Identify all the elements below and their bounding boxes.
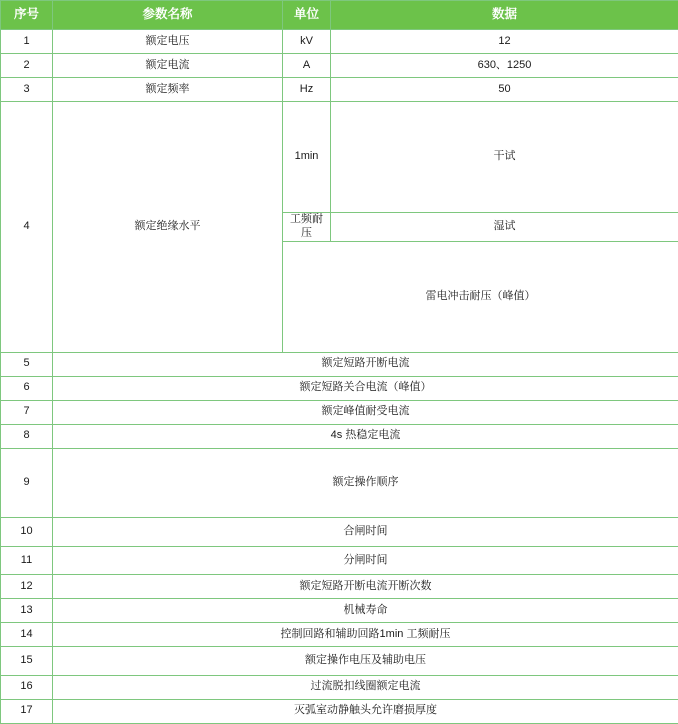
table-row — [1, 424, 678, 448]
insulation-sub-a-3: 雷电冲击耐压（峰值） — [283, 241, 678, 352]
row-name: 过流脱扣线圈额定电流 — [53, 675, 678, 699]
row-unit: A — [283, 54, 331, 78]
row-unit: Hz — [283, 78, 331, 102]
table-row — [1, 623, 678, 647]
insulation-sub-b-1: 干试 — [331, 102, 678, 213]
row-name: 额定短路开断电流 — [53, 352, 678, 376]
row-no: 9 — [1, 448, 53, 518]
table-row-insulation-1 — [1, 102, 678, 213]
row-name: 额定操作顺序 — [53, 448, 678, 518]
row-name: 额定电压 — [53, 30, 283, 54]
table-row — [1, 54, 678, 78]
header-data: 数据 — [331, 1, 678, 30]
insulation-sub-b-2: 湿试 — [331, 213, 678, 242]
row-name: 4s 热稳定电流 — [53, 424, 678, 448]
row-name: 额定频率 — [53, 78, 283, 102]
row-data: 50 — [331, 78, 678, 102]
row-no: 16 — [1, 675, 53, 699]
row-no: 4 — [1, 102, 53, 353]
table-row — [1, 546, 678, 575]
row-no: 8 — [1, 424, 53, 448]
row-no: 7 — [1, 400, 53, 424]
row-data: 630、1250 — [331, 54, 678, 78]
row-no: 15 — [1, 647, 53, 676]
row-name: 额定电流 — [53, 54, 283, 78]
table-row — [1, 352, 678, 376]
table-row — [1, 699, 678, 723]
row-name: 额定峰值耐受电流 — [53, 400, 678, 424]
table-row — [1, 30, 678, 54]
row-no: 14 — [1, 623, 53, 647]
row-no: 5 — [1, 352, 53, 376]
row-no: 6 — [1, 376, 53, 400]
table-row — [1, 376, 678, 400]
row-unit: kV — [283, 30, 331, 54]
insulation-sub-a-1: 1min — [283, 102, 331, 213]
row-name: 额定短路关合电流（峰值） — [53, 376, 678, 400]
row-name: 额定短路开断电流开断次数 — [53, 575, 678, 599]
insulation-level-label: 额定绝缘水平 — [53, 102, 283, 353]
row-no: 10 — [1, 518, 53, 547]
insulation-sub-a-2: 工频耐压 — [283, 213, 331, 242]
header-name: 参数名称 — [53, 1, 283, 30]
header-no: 序号 — [1, 1, 53, 30]
table-row — [1, 675, 678, 699]
row-name: 合闸时间 — [53, 518, 678, 547]
table-row — [1, 647, 678, 676]
row-no: 13 — [1, 599, 53, 623]
table-row — [1, 575, 678, 599]
row-name: 机械寿命 — [53, 599, 678, 623]
row-no: 1 — [1, 30, 53, 54]
row-no: 11 — [1, 546, 53, 575]
row-name: 分闸时间 — [53, 546, 678, 575]
row-no: 17 — [1, 699, 53, 723]
row-no: 12 — [1, 575, 53, 599]
row-name: 额定操作电压及辅助电压 — [53, 647, 678, 676]
table-row — [1, 448, 678, 518]
header-unit: 单位 — [283, 1, 331, 30]
table-row — [1, 518, 678, 547]
row-name: 灭弧室动静触头允许磨损厚度 — [53, 699, 678, 723]
row-data: 12 — [331, 30, 678, 54]
table-row — [1, 78, 678, 102]
row-no: 3 — [1, 78, 53, 102]
table-row — [1, 400, 678, 424]
row-name: 控制回路和辅助回路1min 工频耐压 — [53, 623, 678, 647]
table-row — [1, 599, 678, 623]
table-header-row — [1, 1, 678, 30]
row-no: 2 — [1, 54, 53, 78]
